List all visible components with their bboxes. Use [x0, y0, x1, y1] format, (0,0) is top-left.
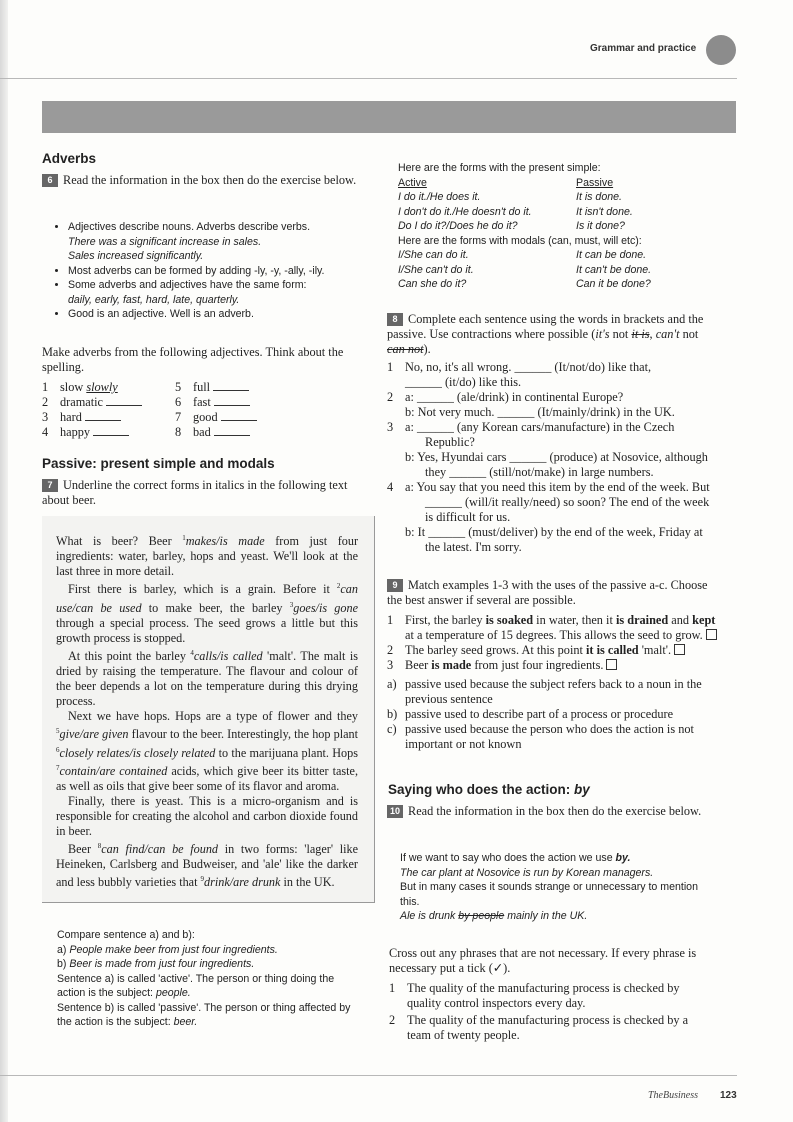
list-item: 4 a: You say that you need this item by the end of the week. But ______ (will/it really/need) so soon? The end of the week is difficult for us. b: It ______ (must/deliver) by the end of the week, Friday at the latest. I'm sorry.	[387, 480, 710, 554]
list-item: 1 First, the barley is soaked in water, then it is drained and kept at a temperature of 15 degrees. This allows the seed to grow.	[387, 613, 716, 642]
exercise-7-instruction: 7 Underline the correct forms in italics in the following text about beer.	[42, 478, 348, 507]
answer-box[interactable]	[706, 629, 717, 640]
option-4[interactable]: calls/is called	[193, 648, 263, 663]
forms-box: Here are the forms with the present simple: Active Passive I do it./He does it. It is done. I don't do it./He doesn't do it. It isn't done. Do I do it?/Does he do it? Is it done? Here are the forms with modals (can, must, will etc): I/She can do it. It can be done. I/She can't do it. It can't be done. Can she do it? Can it be done?	[398, 161, 733, 292]
beer-text	[56, 531, 358, 891]
exercise-number-badge: 10	[387, 805, 403, 818]
list-item: 3 hard	[42, 410, 172, 425]
forms-table-header: Active Passive	[398, 176, 614, 189]
option-5[interactable]: give/are given	[59, 727, 129, 742]
paragraph: What is beer? Beer $^1$makes/is made from just four ingredients: water, barley, hops and yeast. We'll look at the last three in more detail.	[56, 534, 358, 579]
table-row: Do I do it?/Does he do it? Is it done?	[398, 220, 625, 232]
table-row: I don't do it./He doesn't do it. It isn't done.	[398, 205, 633, 218]
table-row: I/She can't do it. It can't be done.	[398, 263, 652, 276]
option-9[interactable]: drink/are drunk	[204, 875, 281, 890]
exercise-10-items	[389, 981, 714, 1043]
exercise-number-badge: 6	[42, 174, 58, 187]
exercise-8-instruction: 8 Complete each sentence using the words in brackets and the passive. Use contractions where possible (it's not it is, can't not can not).	[387, 312, 704, 356]
compare-box: Compare sentence a) and b): a) People make beer from just four ingredients. b) Beer is made from just four ingredients. Sentence a) is called 'active'. The person or thing doing the action is the subject: people. Sentence b) is called 'passive'. The person or thing affected by the action is the subject: beer.	[57, 929, 351, 1028]
by-heading: Saying who does the action: by	[388, 782, 590, 797]
footer-brand: TheBusiness	[648, 1090, 698, 1101]
exercise-9-items	[387, 613, 717, 752]
list-item: 6 fast	[175, 395, 285, 410]
by-info-box: If we want to say who does the action we use by. The car plant at Nosovice is run by Korean managers. But in many cases it sounds strange or unnecessary to mention this. Ale is drunk by people mainly in the UK.	[400, 852, 698, 922]
list-item: 1 No, no, it's all wrong. ______ (It/not/do) like that, ______ (it/do) like this.	[387, 360, 652, 389]
list-item: 2 dramatic	[42, 395, 172, 410]
paragraph: At this point the barley $^4$calls/is called 'malt'. The malt is dried by raising the temperature. The flavour and colour of the beer depends a lot on the temperature during this drying process.	[56, 648, 358, 709]
list-item: 3 Beer is made from just four ingredients.	[387, 658, 717, 673]
exercise-6-task: Make adverbs from the following adjectives. Think about the spelling.	[42, 345, 344, 374]
list-item: 4 happy	[42, 425, 172, 440]
list-item: b) passive used to describe part of a process or procedure	[387, 707, 674, 721]
paragraph: Next we have hops. Hops are a type of flower and they $^5$give/are given flavour to the beer. Interestingly, the hop plant $^6$closely relates/is closely related to the marijuana plant. Hops $^7$contain/are contained acids, which give beer its bitter taste, as well as oils that give beer some of its flavor and aroma.	[56, 709, 358, 793]
answer-box[interactable]	[674, 644, 685, 655]
list-item: 2 The quality of the manufacturing process is checked by a team of twenty people.	[389, 1013, 689, 1042]
list-item: 8 bad	[175, 425, 285, 440]
list-item: • Adjectives describe nouns. Adverbs describe verbs. There was a significant increase in sales. Sales increased significantly.	[68, 220, 367, 264]
exercise-10-instruction: 10 Read the information in the box then do the exercise below.	[387, 804, 717, 819]
adjective-list-right	[175, 380, 285, 440]
exercise-9-instruction: 9 Match examples 1-3 with the uses of the passive a-c. Choose the best answer if several are possible.	[387, 578, 708, 607]
page-edge-shadow	[0, 0, 8, 1122]
list-item: 2 a: ______ (ale/drink) in continental Europe? b: Not very much. ______ (It/mainly/drink) in the UK.	[387, 390, 675, 419]
header-dot-icon	[706, 35, 736, 65]
list-item: 2 The barley seed grows. At this point it is called 'malt'.	[387, 643, 717, 658]
list-item: • Some adverbs and adjectives have the same form: daily, early, fast, hard, late, quarterly.	[68, 278, 367, 307]
list-item: 1 slow slowly	[42, 380, 118, 394]
option-2[interactable]: can use/can be used	[56, 582, 358, 615]
adverbs-heading: Adverbs	[42, 151, 97, 166]
table-row: Can she do it? Can it be done?	[398, 278, 651, 290]
list-item: 7 good	[175, 410, 285, 425]
table-row: I/She can do it. It can be done.	[398, 249, 647, 261]
page-number: 123	[720, 1090, 737, 1101]
paragraph: First there is barley, which is a grain. Before it $^2$can use/can be used to make beer, the barley $^3$goes/is gone through a special process. The seed grows a little but this growth process is stopped.	[56, 582, 359, 645]
exercise-10-task: Cross out any phrases that are not necessary. If every phrase is necessary put a tick (✓).	[389, 946, 697, 975]
exercise-number-badge: 7	[42, 479, 58, 492]
adjective-list-left	[42, 380, 172, 440]
option-3[interactable]: goes/is gone	[293, 600, 359, 615]
section-banner	[42, 101, 736, 133]
paragraph: Finally, there is yeast. This is a micro-organism and is responsible for creating the alcohol and carbon dioxide found in beer.	[56, 793, 358, 839]
list-item: a) passive used because the subject refers back to a noun in the previous sentence	[387, 677, 702, 706]
option-7[interactable]: contain/are contained	[59, 763, 168, 778]
running-header: Grammar and practice	[590, 43, 697, 54]
adverbs-info-box	[42, 220, 367, 322]
table-row: I do it./He does it. It is done.	[398, 191, 622, 203]
option-8[interactable]: can find/can be found	[101, 842, 219, 857]
answer-box[interactable]	[606, 659, 617, 670]
list-item: 3 a: ______ (any Korean cars/manufacture) in the Czech Republic? b: Yes, Hyundai cars ______ (produce) at Nosovice, although they ______ (still/not/make) in large numbers.	[387, 420, 708, 479]
paragraph: Beer $^8$can find/can be found in two forms: 'lager' like Heineken, Carlsberg and Budweiser, and 'ale' like the darker and less bubbly varieties that $^9$drink/are drunk in the UK.	[56, 842, 358, 890]
list-item: 5 full	[175, 380, 285, 395]
header-rule	[0, 78, 737, 79]
option-6[interactable]: closely relates/is closely related	[59, 745, 216, 760]
exercise-number-badge: 9	[387, 579, 403, 592]
list-item: 1 The quality of the manufacturing process is checked by quality control inspectors every day.	[389, 981, 680, 1010]
list-item: • Most adverbs can be formed by adding -ly, -y, -ally, -ily.	[68, 264, 367, 279]
passive-heading: Passive: present simple and modals	[42, 456, 275, 471]
exercise-6-instruction: 6 Read the information in the box then do the exercise below.	[42, 173, 360, 188]
exercise-number-badge: 8	[387, 313, 403, 326]
exercise-8-items	[387, 360, 717, 555]
list-item: • Good is an adjective. Well is an adverb.	[68, 307, 367, 322]
option-1[interactable]: makes/is made	[185, 534, 265, 549]
list-item: c) passive used because the person who does the action is not important or not known	[387, 722, 694, 751]
footer-rule	[0, 1075, 737, 1076]
